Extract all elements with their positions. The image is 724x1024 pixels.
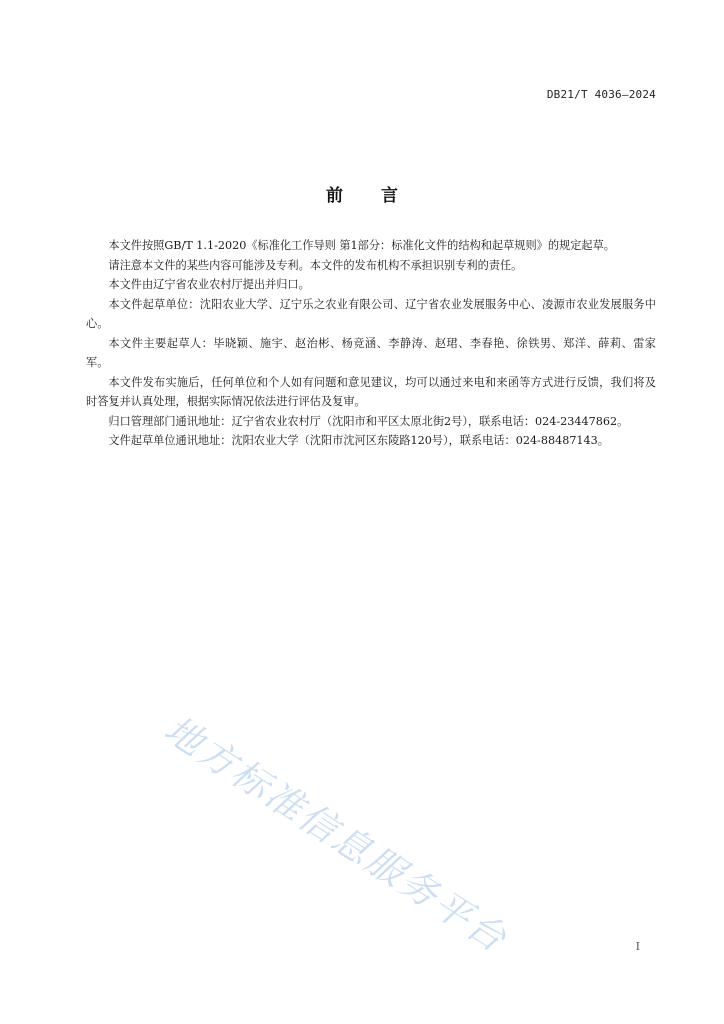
paragraph-feedback: 本文件发布实施后，任何单位和个人如有问题和意见建议，均可以通过来电和来函等方式进行反馈，我们将及时答复并认真处理，根据实际情况依法进行评估及复审。 bbox=[86, 375, 656, 408]
foreword-body bbox=[86, 236, 656, 451]
paragraph-drafters: 本文件主要起草人：毕晓颖、施宇、赵治彬、杨竞涵、李静涛、赵珺、李春艳、徐铁男、郑洋、薛莉、雷家军。 bbox=[86, 336, 656, 369]
document-code: DB21/T 4036—2024 bbox=[546, 88, 656, 101]
title-char-2: 言 bbox=[381, 186, 398, 206]
paragraph-drafting-units: 本文件起草单位：沈阳农业大学、辽宁乐之农业有限公司、辽宁省农业发展服务中心、凌源市农业发展服务中心。 bbox=[86, 297, 656, 330]
watermark-text: 地方标准信息服务平台 bbox=[156, 707, 516, 962]
page-title bbox=[0, 181, 724, 206]
paragraph-proposer: 本文件由辽宁省农业农村厅提出并归口。 bbox=[108, 278, 310, 291]
page-number: I bbox=[635, 940, 640, 953]
paragraph-patent-notice: 请注意本文件的某些内容可能涉及专利。本文件的发布机构不承担识别专利的责任。 bbox=[108, 258, 523, 272]
title-char-1: 前 bbox=[326, 186, 343, 206]
paragraph-drafter-address: 文件起草单位通讯地址：沈阳农业大学（沈阳市沈河区东陵路120号），联系电话：024-88487143。 bbox=[108, 434, 609, 447]
paragraph-authority-address: 归口管理部门通讯地址：辽宁省农业农村厅（沈阳市和平区太原北街2号），联系电话：024-23447862。 bbox=[108, 414, 629, 428]
paragraph-drafting-rules: 本文件按照GB/T 1.1-2020《标准化工作导则 第1部分：标准化文件的结构和起草规则》的规定起草。 bbox=[108, 239, 615, 252]
